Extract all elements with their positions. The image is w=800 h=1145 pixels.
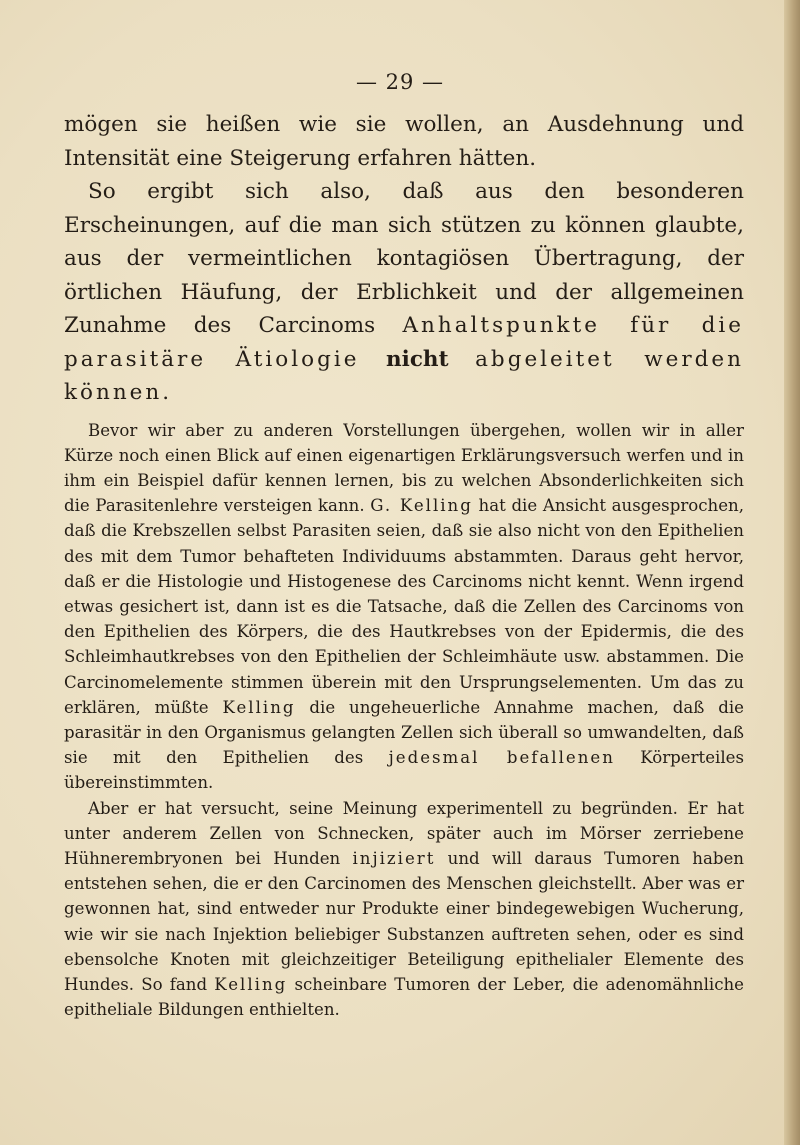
- bold-emphasis: nicht: [386, 346, 449, 372]
- paragraph-1-text: mögen sie heißen wie sie wollen, an Ausdehnung und Intensität eine Steigerung erfahren hätten.: [64, 112, 744, 171]
- paragraph-4-text: Aber er hat versucht, seine Meinung experimentell zu begründen. Er hat unter anderem Zellen von Schnecken, später auch im Mörser zerriebene Hühnerembryonen bei Hunden: [64, 798, 744, 868]
- paragraph-4-text: und will daraus Tumoren haben entstehen sehen, die er den Carcinomen des Menschen gleichstellt. Aber was er gewonnen hat, sind entweder nur Produkte einer bindegewebigen Wucherung, wie wir sie nach Injektion beliebiger Substanzen auftreten sehen, oder es sind ebensolche Knoten mit gleichzeitiger Beteiligung epithelialer Elemente des Hundes. So fand: [64, 848, 744, 994]
- paragraph-3-text: hat die Ansicht ausgesprochen, daß die Krebszellen selbst Parasiten seien, daß sie also nicht von den Epithelien des mit dem Tumor behafteten Individuums abstammten. Daraus geht hervor, daß er die Histologie und Histogenese des Carcinoms nicht kennt. Wenn irgend etwas gesichert ist, dann ist es die Tatsache, daß die Zellen des Carcinoms von den Epithelien des Körpers, die des Hautkrebses von der Epidermis, die des Schleimhautkrebses von den Epithelien der Schleimhäute usw. abstammen. Die Carcinomelemente stimmen überein mit den Ursprungselementen. Um das zu erklären, müßte: [64, 496, 745, 717]
- paragraph-3-text: Bevor wir aber zu anderen Vorstellungen übergehen, wollen wir in aller Kürze noch einen Blick auf einen eigenartigen Erklärungsversuch werfen und in ihm ein Beispiel dafür kennen lernen, bis zu welchen Absonderlichkeiten sich die Parasitenlehre versteigen kann.: [64, 420, 744, 516]
- spaced-emphasis: jedesmal befallenen: [388, 748, 615, 768]
- paragraph-2: [64, 175, 744, 410]
- paragraph-3-text: Körperteiles übereinstimmten.: [64, 748, 744, 793]
- small-type-section: [64, 418, 744, 1023]
- author-name: G. Kelling: [370, 496, 473, 516]
- author-name: Kelling: [214, 974, 288, 994]
- paragraph-1: [64, 108, 744, 175]
- author-name: Kelling: [222, 697, 296, 717]
- paragraph-2-text: So ergibt sich also, daß aus den besonderen Erscheinungen, auf die man sich stützen zu können glaubte, aus der vermeintlichen kontagiösen Übertragung, der örtlichen Häufung, der Erblichkeit und der allgemeinen Zunahme des Carcinoms: [64, 179, 744, 338]
- paragraph-3-text: die ungeheuerliche Annahme machen, daß die parasitär in den Organismus gelangten Zellen sich überall so umwandelten, daß sie mit den Epithelien des: [64, 697, 744, 768]
- spaced-emphasis: Anhaltspunkte für die parasitäre Ätiologie: [64, 313, 744, 372]
- paragraph-4-text: scheinbare Tumoren der Leber, die adenomähnliche epitheliale Bildungen enthielten.: [64, 974, 744, 1020]
- body-text: [64, 108, 744, 1022]
- spaced-emphasis: injiziert: [352, 848, 436, 868]
- large-type-section: [64, 108, 744, 410]
- page-edge: [784, 0, 800, 1145]
- paragraph-4: [64, 796, 744, 1023]
- page-number: — 29 —: [355, 70, 445, 94]
- paragraph-3: [64, 418, 744, 796]
- spaced-emphasis: abgeleitet werden können.: [64, 346, 744, 405]
